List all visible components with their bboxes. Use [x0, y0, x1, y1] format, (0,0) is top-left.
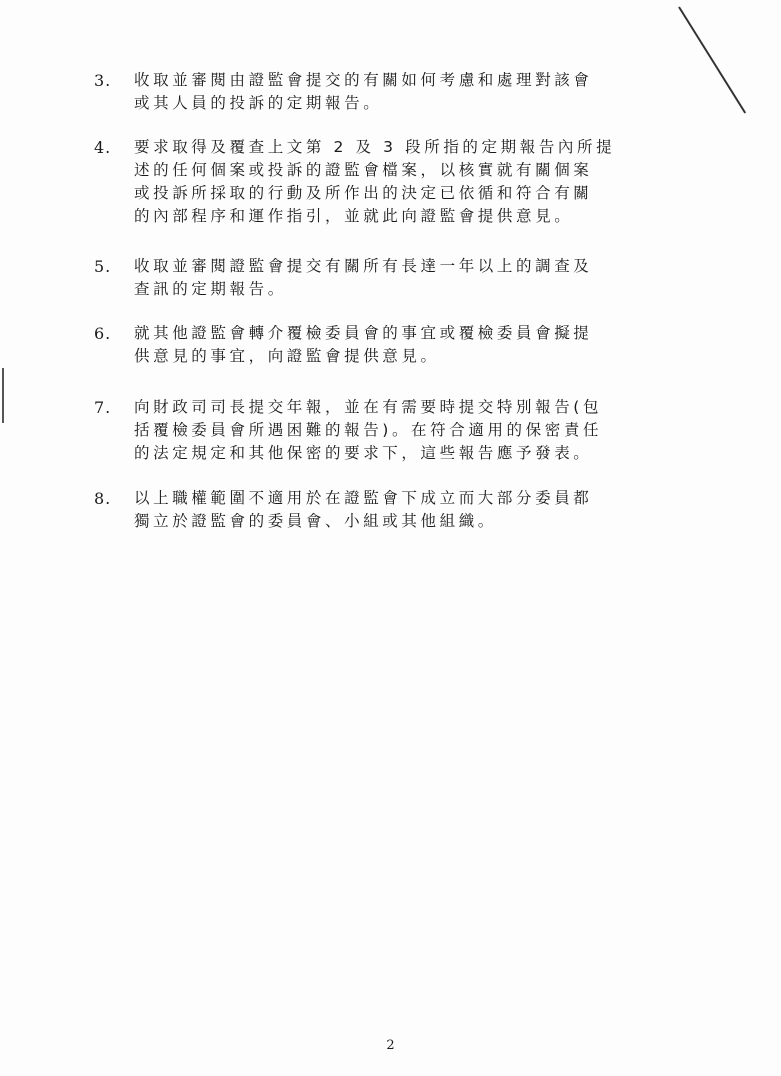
paragraph-text — [134, 487, 674, 533]
text-line: 供意見的事宜，向證監會提供意見。 — [134, 347, 440, 365]
text-line: 向財政司司長提交年報，並在有需要時提交特別報告(包 — [134, 398, 603, 416]
paragraph-3 — [94, 69, 684, 115]
paragraph-text — [134, 255, 674, 301]
paragraph-number: 6. — [94, 324, 112, 343]
paragraph-number: 4. — [94, 138, 112, 157]
paragraph-text — [134, 322, 674, 368]
paragraph-text — [134, 396, 674, 465]
scan-artifact-line — [678, 6, 746, 113]
text-line: 收取並審閱由證監會提交的有關如何考慮和處理對該會 — [134, 71, 593, 89]
text-line: 查訊的定期報告。 — [134, 280, 287, 298]
text-line: 的內部程序和運作指引，並就此向證監會提供意見。 — [134, 207, 574, 225]
text-line: 獨立於證監會的委員會、小組或其他組織。 — [134, 512, 497, 530]
paragraph-7 — [94, 396, 684, 465]
text-line: 以上職權範圍不適用於在證監會下成立而大部分委員都 — [134, 489, 593, 507]
paragraph-number: 3. — [94, 71, 112, 90]
paragraph-text — [134, 136, 674, 228]
paragraph-number: 7. — [94, 398, 112, 417]
text-line: 的法定規定和其他保密的要求下，這些報告應予發表。 — [134, 444, 593, 462]
paragraph-number: 5. — [94, 257, 112, 276]
text-line: 就其他證監會轉介覆檢委員會的事宜或覆檢委員會擬提 — [134, 324, 593, 342]
page-number: 2 — [386, 1038, 395, 1053]
text-line: 或其人員的投訴的定期報告。 — [134, 94, 383, 112]
text-line: 括覆檢委員會所遇困難的報告)。在符合適用的保密責任 — [134, 421, 603, 439]
text-line: 述的任何個案或投訴的證監會檔案，以核實就有關個案 — [134, 161, 593, 179]
paragraph-6 — [94, 322, 684, 368]
text-line: 收取並審閱證監會提交有關所有長達一年以上的調查及 — [134, 257, 593, 275]
text-line: 要求取得及覆查上文第 2 及 3 段所指的定期報告內所提 — [134, 138, 616, 156]
paragraph-8 — [94, 487, 684, 533]
paragraph-5 — [94, 255, 684, 301]
scan-artifact-mark — [2, 368, 4, 423]
paragraph-text — [134, 69, 674, 115]
paragraph-4 — [94, 136, 684, 228]
paragraph-number: 8. — [94, 489, 112, 508]
text-line: 或投訴所採取的行動及所作出的決定已依循和符合有關 — [134, 184, 593, 202]
